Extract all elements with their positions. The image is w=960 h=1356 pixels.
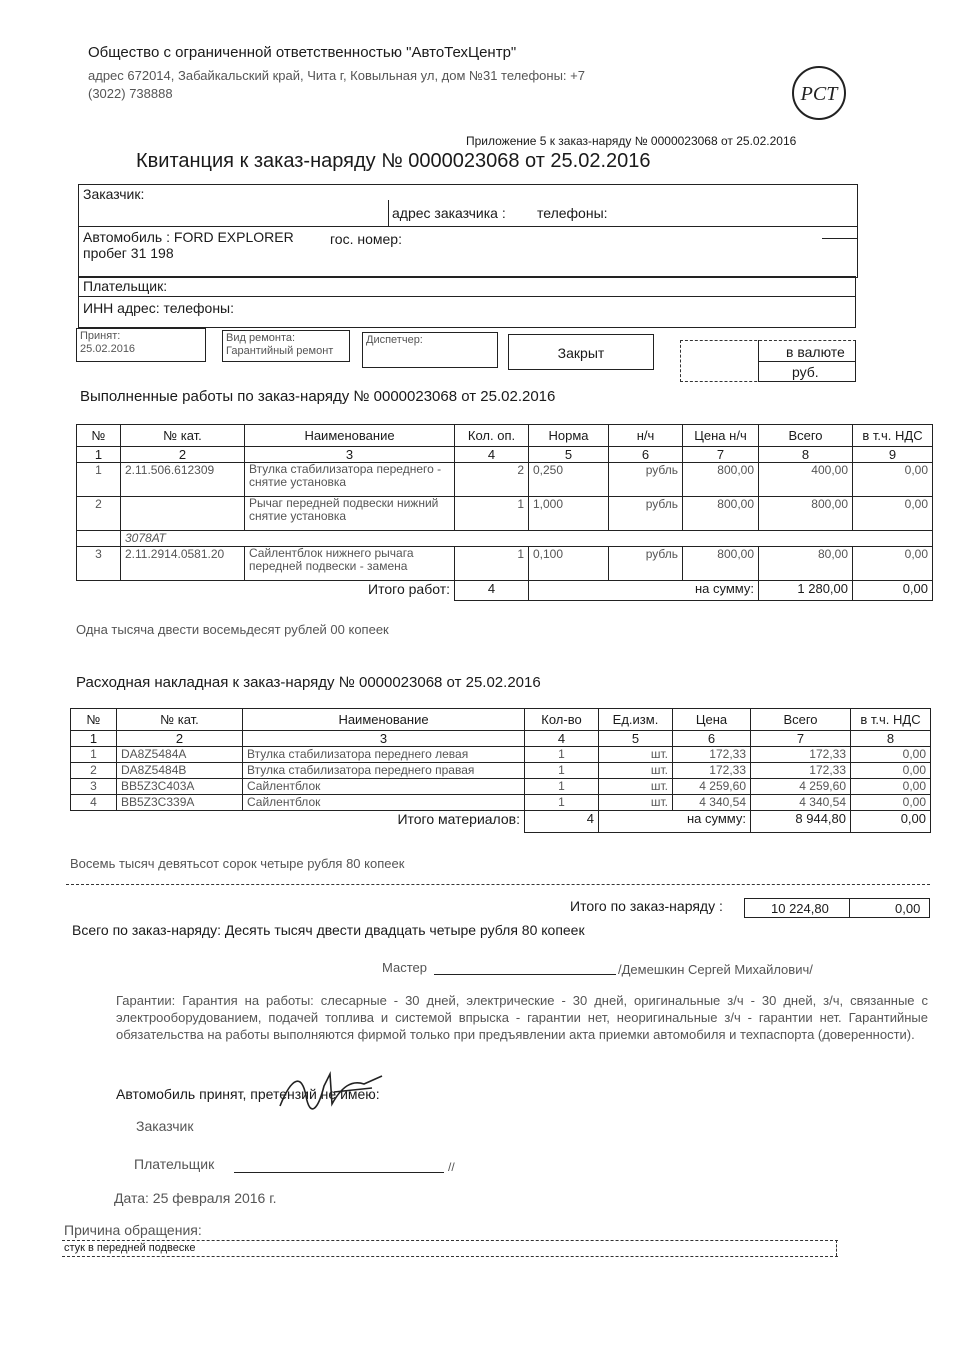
reason-bottom-line <box>62 1256 838 1257</box>
colnum-cell: 1 <box>77 447 121 463</box>
colnum-cell: 5 <box>529 447 609 463</box>
materials-header-cell: Цена <box>673 709 751 731</box>
material-name: Втулка стабилизатора переднего правая <box>243 763 525 779</box>
accepted-box <box>76 328 206 362</box>
work-name: Втулка стабилизатора переднего - снятие установка <box>245 463 455 497</box>
catalog-number: 2.11.506.612309 <box>121 463 245 497</box>
catalog-number: DA8Z5484B <box>117 763 243 779</box>
currency-divider <box>758 361 856 362</box>
materials-header-row <box>71 709 931 731</box>
payer-signature-slash: // <box>448 1160 455 1174</box>
works-sum-label: на сумму: <box>529 581 759 601</box>
work-name: Сайлентблок нижнего рычага передней подвески - замена <box>245 547 455 581</box>
materials-header-cell: № <box>71 709 117 731</box>
total: 172,33 <box>751 763 851 779</box>
company-address: адрес 672014, Забайкальский край, Чита г, Ковыльная ул, дом №31 телефоны: +7 <box>88 68 585 83</box>
quantity: 1 <box>525 763 599 779</box>
colnum-cell: 5 <box>599 731 673 747</box>
customer-phones-label: телефоны: <box>537 205 608 221</box>
works-header-cell: Всего <box>759 425 853 447</box>
company-phone: (3022) 738888 <box>88 86 173 101</box>
catalog-number: BB5Z3C339A <box>117 795 243 811</box>
works-header-cell: Кол. оп. <box>455 425 529 447</box>
materials-total-label: Итого материалов: <box>397 811 520 827</box>
works-header-cell: Наименование <box>245 425 455 447</box>
materials-header-cell: Всего <box>751 709 851 731</box>
price: 800,00 <box>683 547 759 581</box>
colnum-cell: 7 <box>751 731 851 747</box>
material-name: Сайлентблок <box>243 779 525 795</box>
row-number: 2 <box>71 763 117 779</box>
materials-header-cell: Ед.изм. <box>599 709 673 731</box>
extra-code: 3078АТ <box>121 531 933 547</box>
price: 4 259,60 <box>673 779 751 795</box>
master-name: /Демешкин Сергей Михайлович/ <box>618 962 813 977</box>
materials-total-row <box>71 811 931 833</box>
master-signature-line <box>434 974 616 975</box>
op-count: 1 <box>455 547 529 581</box>
document-date: Дата: 25 февраля 2016 г. <box>114 1190 277 1206</box>
colnum-cell: 9 <box>853 447 933 463</box>
colnum-cell: 6 <box>609 447 683 463</box>
closed-status: Закрыт <box>557 345 605 361</box>
materials-colnum-row <box>71 731 931 747</box>
colnum-cell: 2 <box>121 447 245 463</box>
unit: шт. <box>599 763 673 779</box>
works-header-cell: Цена н/ч <box>683 425 759 447</box>
quantity: 1 <box>525 795 599 811</box>
customer-signature-label: Заказчик <box>136 1118 194 1134</box>
table-row <box>77 531 933 547</box>
materials-header-cell: № кат. <box>117 709 243 731</box>
unit: рубль <box>609 463 683 497</box>
plate-label: гос. номер: <box>330 231 402 247</box>
customer-label: Заказчик: <box>83 186 145 202</box>
total: 400,00 <box>759 463 853 497</box>
dispatcher-label: Диспетчер: <box>366 334 423 346</box>
table-row <box>77 463 933 497</box>
works-header-cell: в т.ч. НДС <box>853 425 933 447</box>
colnum-cell: 4 <box>455 447 529 463</box>
grand-total-label: Итого по заказ-наряду : <box>570 898 723 914</box>
table-row <box>71 747 931 763</box>
vat: 0,00 <box>853 547 933 581</box>
price: 4 340,54 <box>673 795 751 811</box>
table-row <box>71 795 931 811</box>
norm: 0,100 <box>529 547 609 581</box>
works-sum-total: 1 280,00 <box>759 581 853 601</box>
currency-label: в валюте <box>786 344 845 360</box>
op-count: 1 <box>455 497 529 531</box>
grand-total-value: 10 224,80 <box>771 901 829 916</box>
materials-header-cell: Наименование <box>243 709 525 731</box>
colnum-cell: 6 <box>673 731 751 747</box>
materials-sum-label: на сумму: <box>599 811 751 833</box>
vat: 0,00 <box>853 463 933 497</box>
materials-title: Расходная накладная к заказ-наряду № 0000023068 от 25.02.2016 <box>76 674 541 691</box>
logo-text: РСТ <box>800 83 838 105</box>
customer-address-label: адрес заказчика : <box>392 205 506 221</box>
colnum-cell: 3 <box>243 731 525 747</box>
payer-signature-label: Плательщик <box>134 1156 215 1172</box>
inn-line: ИНН адрес: телефоны: <box>83 300 234 316</box>
vat: 0,00 <box>851 763 931 779</box>
norm: 0,250 <box>529 463 609 497</box>
unit: шт. <box>599 795 673 811</box>
unit: шт. <box>599 779 673 795</box>
catalog-number: BB5Z3C403A <box>117 779 243 795</box>
row-number: 3 <box>71 779 117 795</box>
car-label: Автомобиль : FORD EXPLORER <box>83 229 294 245</box>
price: 800,00 <box>683 463 759 497</box>
quantity: 1 <box>525 747 599 763</box>
repair-type-value: Гарантийный ремонт <box>226 345 334 357</box>
colnum-cell: 2 <box>117 731 243 747</box>
total: 80,00 <box>759 547 853 581</box>
accepted-date: 25.02.2016 <box>80 343 136 355</box>
repair-type-label: Вид ремонта: <box>226 332 296 344</box>
materials-sum-vat: 0,00 <box>851 811 931 833</box>
vat: 0,00 <box>853 497 933 531</box>
total: 172,33 <box>751 747 851 763</box>
material-name: Втулка стабилизатора переднего левая <box>243 747 525 763</box>
repair-type-box <box>222 330 350 362</box>
vat: 0,00 <box>851 795 931 811</box>
colnum-cell: 4 <box>525 731 599 747</box>
colnum-cell: 7 <box>683 447 759 463</box>
master-label: Мастер <box>382 960 427 975</box>
page-title: Квитанция к заказ-наряду № 0000023068 от 25.02.2016 <box>136 150 651 172</box>
empty-cell <box>77 531 121 547</box>
payer-row-line <box>78 296 856 297</box>
car-accepted-label: Автомобиль принят, претензий не имею: <box>116 1086 380 1102</box>
quantity: 1 <box>525 779 599 795</box>
total: 4 259,60 <box>751 779 851 795</box>
works-table <box>76 424 933 601</box>
table-row <box>77 547 933 581</box>
catalog-number: DA8Z5484A <box>117 747 243 763</box>
closed-status-box <box>508 334 654 370</box>
works-header-cell: № кат. <box>121 425 245 447</box>
appendix-note: Приложение 5 к заказ-наряду № 0000023068 от 25.02.2016 <box>466 134 797 148</box>
material-name: Сайлентблок <box>243 795 525 811</box>
reason-value: стук в передней подвеске <box>64 1242 196 1254</box>
row-number: 1 <box>71 747 117 763</box>
works-total-in-words: Одна тысяча двести восемьдесят рублей 00 копеек <box>76 622 389 637</box>
row-number: 4 <box>71 795 117 811</box>
total: 800,00 <box>759 497 853 531</box>
dispatcher-box <box>362 332 498 368</box>
signature-image <box>272 1066 422 1114</box>
row-number: 1 <box>77 463 121 497</box>
pct-certification-logo <box>790 64 848 122</box>
price: 800,00 <box>683 497 759 531</box>
grand-total-vat: 0,00 <box>895 901 921 916</box>
unit: рубль <box>609 547 683 581</box>
payer-label: Плательщик: <box>83 278 168 294</box>
materials-header-cell: в т.ч. НДС <box>851 709 931 731</box>
colnum-cell: 1 <box>71 731 117 747</box>
norm: 1,000 <box>529 497 609 531</box>
vat: 0,00 <box>851 747 931 763</box>
price: 172,33 <box>673 747 751 763</box>
materials-total-in-words: Восемь тысяч девятьсот сорок четыре рубля 80 копеек <box>70 856 405 871</box>
payer-signature-line <box>234 1172 444 1173</box>
separator-line <box>66 884 930 885</box>
materials-sum-total: 8 944,80 <box>751 811 851 833</box>
works-sum-vat: 0,00 <box>853 581 933 601</box>
reason-right-edge <box>836 1240 838 1256</box>
grand-total-in-words: Всего по заказ-наряду: Десять тысяч двести двадцать четыре рубля 80 копеек <box>72 922 585 938</box>
currency-value: руб. <box>792 364 819 380</box>
unit: шт. <box>599 747 673 763</box>
grand-total-box <box>744 898 930 918</box>
colnum-cell: 3 <box>245 447 455 463</box>
catalog-number <box>121 497 245 531</box>
plate-line <box>822 238 858 239</box>
works-header-cell: н/ч <box>609 425 683 447</box>
materials-table <box>70 708 931 833</box>
works-total-qty: 4 <box>455 581 529 601</box>
works-total-row <box>77 581 933 601</box>
row-number: 2 <box>77 497 121 531</box>
work-name: Рычаг передней подвески нижний снятие установка <box>245 497 455 531</box>
colnum-cell: 8 <box>851 731 931 747</box>
table-row <box>71 779 931 795</box>
accepted-label: Принят: <box>80 330 121 342</box>
materials-total-qty: 4 <box>525 811 599 833</box>
row-number: 3 <box>77 547 121 581</box>
op-count: 2 <box>455 463 529 497</box>
works-header-cell: № <box>77 425 121 447</box>
customer-divider <box>388 200 390 226</box>
company-name: Общество с ограниченной ответственностью "АвтоТехЦентр" <box>88 44 517 61</box>
reason-top-line <box>62 1240 838 1241</box>
guarantee-text: Гарантии: Гарантия на работы: слесарные - 30 дней, электрические - 30 дней, оригинальные з/ч - 30 дней, з/ч, связанные с электрооборудованием, подачей топлива и системой впрыска - гарантии нет, неоригинальные з/ч - гарантии нет. Гарантийные обязательства на работы выполняются фирмой только при предъявлении акта приемки автомобиля и техпаспорта (доверенности). <box>116 993 928 1042</box>
colnum-cell: 8 <box>759 447 853 463</box>
price: 172,33 <box>673 763 751 779</box>
mileage: пробег 31 198 <box>83 245 174 261</box>
customer-row-line <box>78 226 858 227</box>
materials-header-cell: Кол-во <box>525 709 599 731</box>
works-title: Выполненные работы по заказ-наряду № 0000023068 от 25.02.2016 <box>80 388 556 405</box>
catalog-number: 2.11.2914.0581.20 <box>121 547 245 581</box>
total: 4 340,54 <box>751 795 851 811</box>
vat: 0,00 <box>851 779 931 795</box>
works-header-row <box>77 425 933 447</box>
works-header-cell: Норма <box>529 425 609 447</box>
table-row <box>71 763 931 779</box>
works-total-label: Итого работ: <box>368 581 450 597</box>
reason-label: Причина обращения: <box>64 1222 202 1238</box>
works-colnum-row <box>77 447 933 463</box>
grand-total-divider <box>849 899 851 917</box>
unit: рубль <box>609 497 683 531</box>
table-row <box>77 497 933 531</box>
